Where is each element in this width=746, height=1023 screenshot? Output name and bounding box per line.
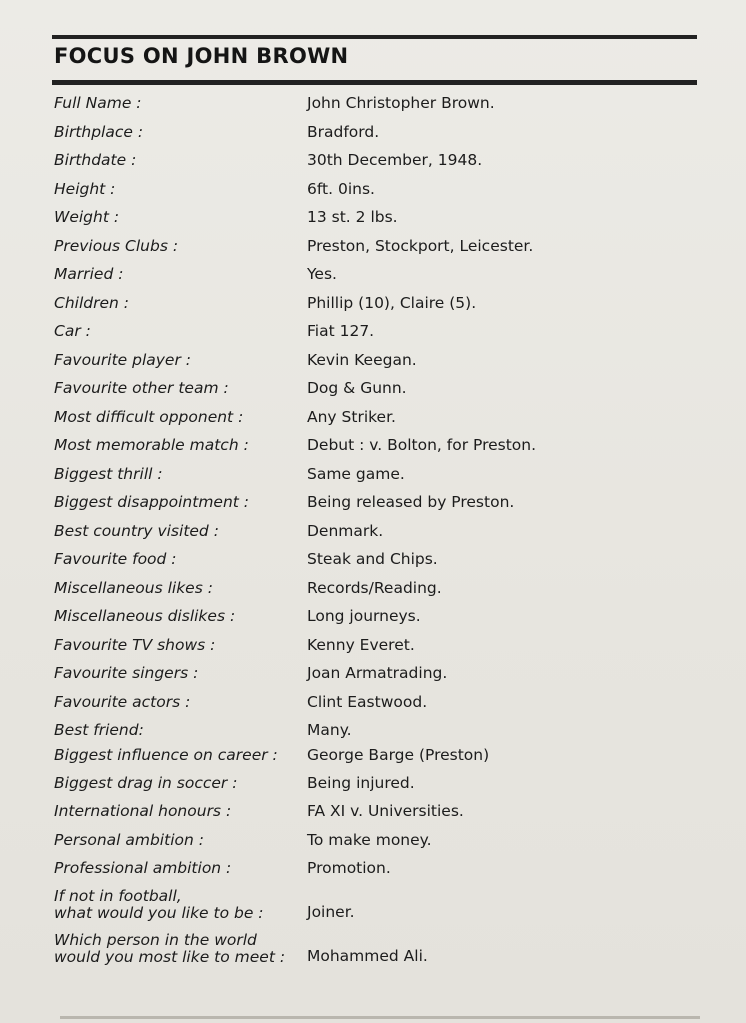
profile-row — [0, 888, 746, 928]
profile-row — [0, 773, 746, 799]
profile-label: Favourite TV shows : — [54, 635, 216, 654]
profile-row — [0, 435, 746, 461]
profile-row — [0, 464, 746, 490]
profile-label: Birthdate : — [54, 151, 137, 169]
profile-row — [0, 350, 746, 376]
top-rule — [52, 35, 697, 39]
bottom-rule — [60, 1016, 700, 1019]
profile-row — [0, 179, 746, 205]
title-underline — [52, 80, 697, 85]
profile-row — [0, 150, 746, 176]
profile-value: Same game. — [307, 464, 405, 483]
profile-label: Car : — [54, 322, 91, 340]
profile-label-line: Which person in the world — [54, 931, 257, 949]
profile-value: Kenny Everet. — [307, 635, 415, 654]
profile-row — [0, 745, 746, 771]
profile-label: Best country visited : — [54, 521, 219, 540]
profile-label: Full Name : — [54, 94, 142, 112]
profile-row — [0, 606, 746, 632]
profile-label: Most difficult opponent : — [54, 407, 244, 426]
profile-label: Miscellaneous dislikes : — [54, 607, 236, 625]
profile-value: Denmark. — [307, 521, 384, 540]
profile-label-line: what would you like to be : — [54, 904, 264, 922]
profile-value: 13 st. 2 lbs. — [307, 208, 398, 226]
profile-label: Favourite other team : — [54, 379, 229, 397]
profile-label: Birthplace : — [54, 122, 144, 141]
profile-label: Favourite singers : — [54, 664, 199, 682]
profile-value: Yes. — [307, 265, 337, 283]
profile-row — [0, 578, 746, 604]
profile-label: International honours : — [54, 802, 232, 820]
profile-value: Joan Armatrading. — [307, 664, 448, 682]
profile-label: Miscellaneous likes : — [54, 578, 213, 597]
profile-row — [0, 321, 746, 347]
profile-label: Personal ambition : — [54, 831, 204, 849]
profile-row — [0, 635, 746, 661]
profile-row — [0, 93, 746, 119]
profile-value: Preston, Stockport, Leicester. — [307, 236, 534, 255]
profile-label: Height : — [54, 179, 116, 198]
profile-label: Weight : — [54, 208, 120, 226]
profile-value: 30th December, 1948. — [307, 151, 483, 169]
profile-row — [0, 293, 746, 319]
page-title: FOCUS ON JOHN BROWN — [54, 44, 349, 68]
profile-value: Clint Eastwood. — [307, 692, 428, 711]
profile-row — [0, 264, 746, 290]
profile-value: Any Striker. — [307, 407, 396, 426]
profile-value: To make money. — [307, 831, 432, 849]
profile-row — [0, 236, 746, 262]
profile-value: Long journeys. — [307, 607, 421, 625]
profile-row — [0, 378, 746, 404]
profile-label: Biggest drag in soccer : — [54, 774, 238, 792]
profile-row — [0, 492, 746, 518]
profile-value: Bradford. — [307, 122, 380, 141]
profile-value: Dog & Gunn. — [307, 379, 407, 397]
profile-label: Favourite player : — [54, 350, 191, 369]
profile-value: George Barge (Preston) — [307, 746, 490, 764]
profile-value: Phillip (10), Claire (5). — [307, 293, 477, 312]
profile-value: John Christopher Brown. — [307, 94, 495, 112]
profile-label: Children : — [54, 293, 129, 312]
profile-row — [0, 549, 746, 575]
profile-label-line: If not in football, — [54, 887, 182, 905]
profile-label-line: would you most like to meet : — [54, 948, 286, 966]
profile-value: Joiner. — [307, 903, 355, 921]
profile-label: Favourite food : — [54, 550, 177, 568]
profile-value: 6ft. 0ins. — [307, 179, 375, 198]
profile-row — [0, 720, 746, 746]
profile-label: Previous Clubs : — [54, 236, 179, 255]
profile-label: Biggest disappointment : — [54, 493, 250, 511]
profile-value: Being injured. — [307, 774, 415, 792]
profile-value: Being released by Preston. — [307, 493, 515, 511]
profile-row — [0, 830, 746, 856]
profile-value: FA XI v. Universities. — [307, 802, 464, 820]
profile-label: Professional ambition : — [54, 859, 232, 877]
profile-row — [0, 692, 746, 718]
profile-row — [0, 801, 746, 827]
profile-row — [0, 521, 746, 547]
profile-label: Married : — [54, 265, 124, 283]
profile-label: Best friend: — [54, 721, 144, 739]
profile-row — [0, 407, 746, 433]
profile-row — [0, 858, 746, 884]
profile-value: Many. — [307, 721, 352, 739]
profile-label: Most memorable match : — [54, 436, 249, 454]
profile-value: Steak and Chips. — [307, 550, 438, 568]
profile-label: Biggest influence on career : — [54, 746, 278, 764]
profile-value: Debut : v. Bolton, for Preston. — [307, 436, 537, 454]
profile-value: Promotion. — [307, 859, 391, 877]
profile-value: Records/Reading. — [307, 578, 442, 597]
profile-row — [0, 207, 746, 233]
profile-row — [0, 122, 746, 148]
profile-value: Kevin Keegan. — [307, 350, 417, 369]
profile-value: Fiat 127. — [307, 322, 375, 340]
profile-value: Mohammed Ali. — [307, 947, 428, 965]
profile-row — [0, 932, 746, 972]
profile-label: Favourite actors : — [54, 692, 191, 711]
profile-label: Biggest thrill : — [54, 464, 163, 483]
profile-row — [0, 663, 746, 689]
